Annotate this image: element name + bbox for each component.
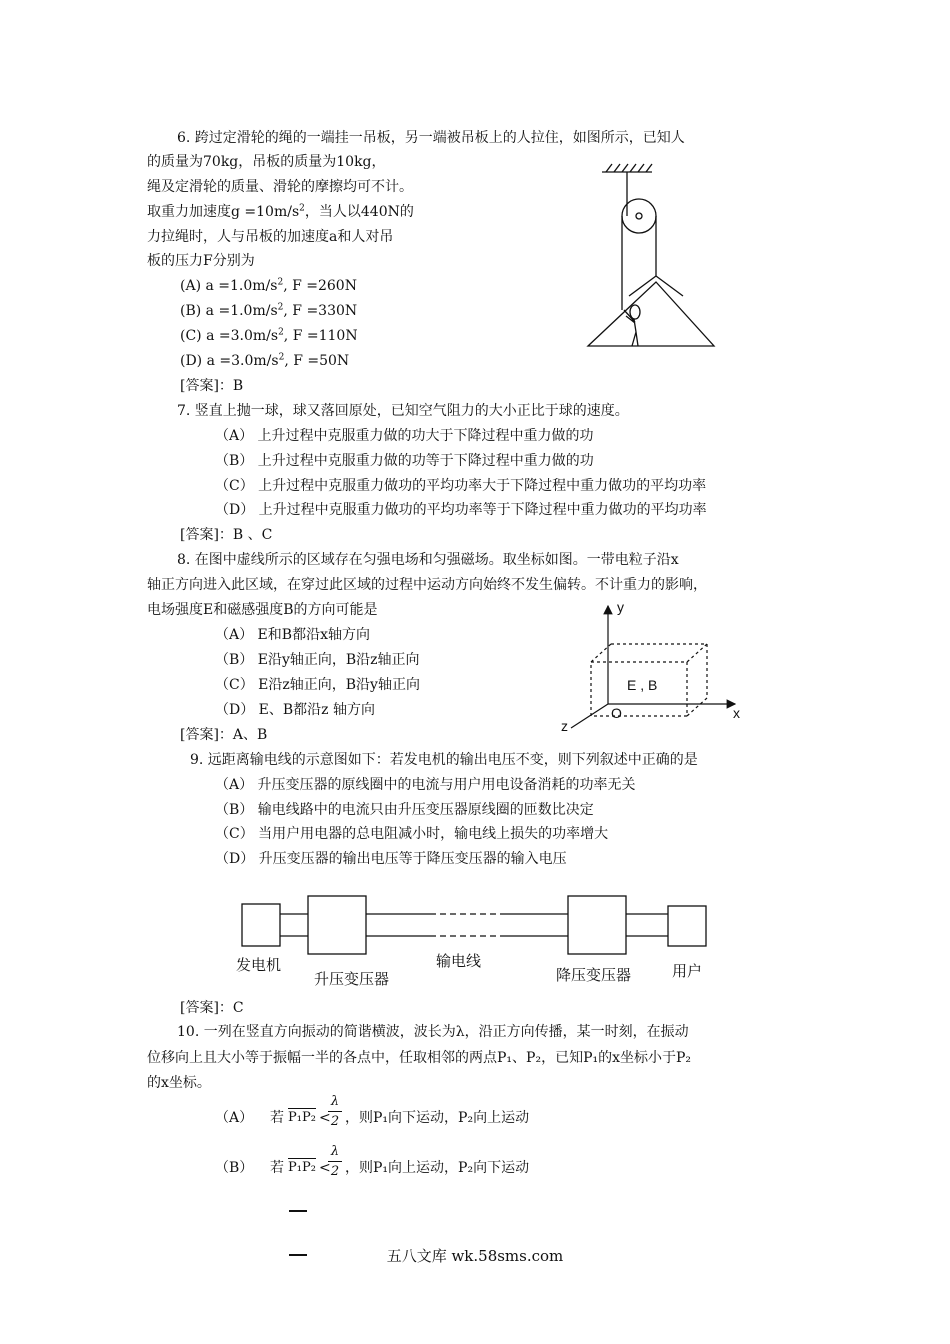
q6-option-d: (D) $a =3.0m/s^2$, F =50N xyxy=(180,352,350,369)
q6-line4: 取重力加速度$g =10m/s^2$，当人以440N的 xyxy=(147,203,414,220)
fraction-denominator: 2 xyxy=(330,1114,340,1129)
q6-option-b: (B) $a =1.0m/s^2$, F =330N xyxy=(180,302,358,319)
q8-option-a: （A） E和B都沿x轴方向 xyxy=(215,627,370,643)
q7-answer: [答案]：B 、C xyxy=(180,527,273,543)
fraction-numerator: λ xyxy=(330,1144,340,1159)
line-label: 输电线 xyxy=(436,953,482,970)
q9-option-d: （D） 升压变压器的输出电压等于降压变压器的输入电压 xyxy=(215,851,567,867)
dash-mark xyxy=(289,1210,307,1212)
q10-option-b-if: 若 xyxy=(270,1160,284,1176)
q10-line2: 位移向上且大小等于振幅一半的各点中，任取相邻的两点P₁、P₂，已知P₁的x坐标小于P₂ xyxy=(147,1050,692,1066)
q8-answer: [答案]：A、B xyxy=(180,727,268,743)
q6-line2: 的质量为70kg，吊板的质量为10kg， xyxy=(147,154,386,170)
user-label: 用户 xyxy=(672,963,703,980)
field-label: E , B xyxy=(627,677,658,693)
q8-option-d: （D） E、B都沿z 轴方向 xyxy=(215,702,376,718)
q7-option-a: （A） 上升过程中克服重力做的功大于下降过程中重力做的功 xyxy=(215,428,594,444)
axis-x-label: x xyxy=(733,705,740,721)
q8-line2: 轴正方向进入此区域，在穿过此区域的过程中运动方向始终不发生偏转。不计重力的影响， xyxy=(147,577,707,593)
pulley-figure xyxy=(580,160,730,360)
transmission-diagram xyxy=(230,890,720,990)
q10-option-b-segment: P₁P₂ xyxy=(288,1160,316,1175)
fraction-bar xyxy=(328,1111,342,1112)
fraction-bar xyxy=(328,1161,342,1162)
q6-answer: [答案]：B xyxy=(180,378,244,394)
q6-line6: 板的压力F分别为 xyxy=(147,253,255,269)
q9-answer: [答案]：C xyxy=(180,1000,244,1016)
axis-z-label: z xyxy=(561,718,568,734)
q10-option-b-label: （B） xyxy=(215,1160,254,1176)
q8-line1: 8. 在图中虚线所示的区域存在匀强电场和匀强磁场。取坐标如图。一带电粒子沿x xyxy=(177,552,679,568)
q8-option-b: （B） E沿y轴正向，B沿z轴正向 xyxy=(215,652,420,668)
q10-option-a-text: ，则P₁向下运动，P₂向上运动 xyxy=(345,1110,530,1126)
footer-watermark: 五八文库 wk.58sms.com xyxy=(386,1247,564,1265)
q6-option-c: (C) $a =3.0m/s^2$, F =110N xyxy=(180,327,358,344)
q9-line1: 9. 远距离输电线的示意图如下：若发电机的输出电压不变，则下列叙述中正确的是 xyxy=(190,752,698,768)
q10-option-a-segment: P₁P₂ xyxy=(288,1110,316,1125)
step-down-label: 降压变压器 xyxy=(556,967,632,984)
q6-line1: 6. 跨过定滑轮的绳的一端挂一吊板，另一端被吊板上的人拉住，如图所示，已知人 xyxy=(177,130,685,146)
q7-option-d: （D） 上升过程中克服重力做功的平均功率等于下降过程中重力做功的平均功率 xyxy=(215,502,707,518)
q8-line3: 电场强度E和磁感强度B的方向可能是 xyxy=(147,602,378,618)
q10-option-a-if: 若 xyxy=(270,1110,284,1126)
q9-option-b: （B） 输电线路中的电流只由升压变压器原线圈的匝数比决定 xyxy=(215,802,594,818)
generator-label: 发电机 xyxy=(236,957,282,974)
origin-label: O xyxy=(611,705,622,721)
q10-line1: 10. 一列在竖直方向振动的简谐横波，波长为λ，沿正方向传播，某一时刻，在振动 xyxy=(177,1024,689,1040)
q9-option-a: （A） 升压变压器的原线圈中的电流与用户用电设备消耗的功率无关 xyxy=(215,777,636,793)
q7-option-c: （C） 上升过程中克服重力做功的平均功率大于下降过程中重力做功的平均功率 xyxy=(215,478,707,494)
fraction-numerator: λ xyxy=(330,1094,340,1109)
axis-y-label: y xyxy=(617,599,624,615)
q7-line1: 7. 竖直上抛一球，球又落回原处，已知空气阻力的大小正比于球的速度。 xyxy=(177,403,629,419)
q9-option-c: （C） 当用户用电器的总电阻减小时，输电线上损失的功率增大 xyxy=(215,826,609,842)
q6-line5: 力拉绳时，人与吊板的加速度a和人对吊 xyxy=(147,229,394,245)
q6-option-a: (A) $a =1.0m/s^2$, F =260N xyxy=(180,277,357,294)
q10-option-b-lt: < xyxy=(319,1160,331,1176)
fraction-denominator: 2 xyxy=(330,1164,340,1179)
q10-line3: 的x坐标。 xyxy=(147,1075,211,1091)
q10-option-a-fraction xyxy=(328,1094,342,1129)
q8-option-c: （C） E沿z轴正向，B沿y轴正向 xyxy=(215,677,420,693)
q10-option-a-lt: < xyxy=(319,1110,331,1126)
q7-option-b: （B） 上升过程中克服重力做的功等于下降过程中重力做的功 xyxy=(215,453,594,469)
q10-option-a-label: （A） xyxy=(215,1110,254,1126)
field-region-figure xyxy=(555,598,755,738)
q10-option-b-fraction xyxy=(328,1144,342,1179)
q10-option-b-text: ，则P₁向上运动，P₂向下运动 xyxy=(345,1160,530,1176)
step-up-label: 升压变压器 xyxy=(314,971,390,988)
q6-line3: 绳及定滑轮的质量、滑轮的摩擦均可不计。 xyxy=(147,179,413,195)
